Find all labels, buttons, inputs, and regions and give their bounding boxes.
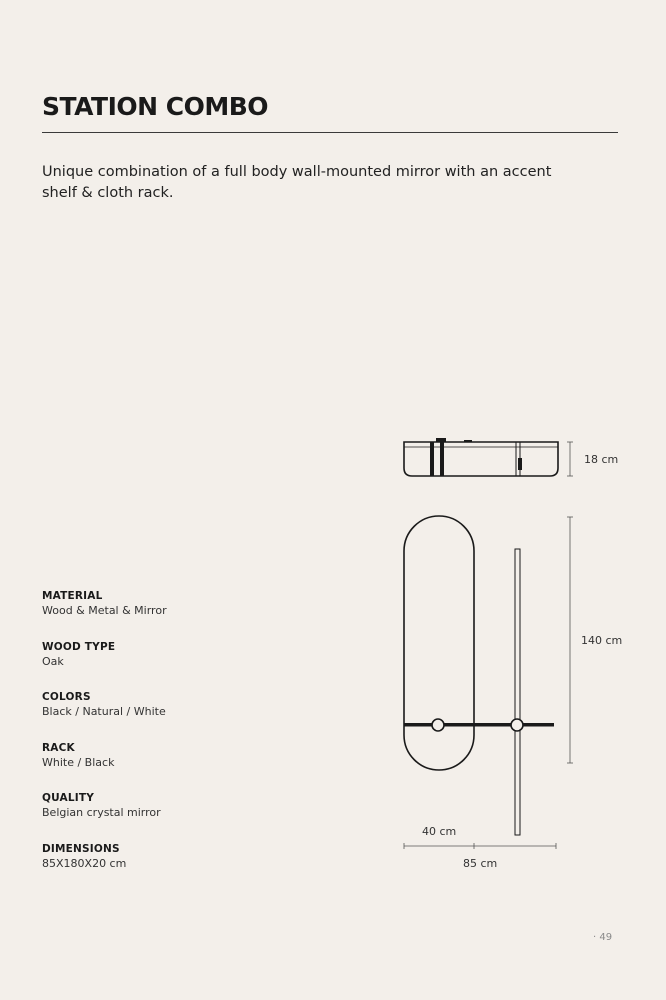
depth-dimension-line <box>567 442 573 476</box>
spec-value: Belgian crystal mirror <box>42 806 161 819</box>
depth-dimension-label: 18 cm <box>584 453 619 466</box>
spec-label: QUALITY <box>42 792 95 804</box>
width-dimension-line <box>404 843 556 849</box>
page-title: STATION COMBO <box>42 92 269 121</box>
spec-value: 85X180X20 cm <box>42 856 127 870</box>
spec-label: MATERIAL <box>42 590 103 602</box>
shelf-top-view <box>404 438 558 476</box>
spec-label: WOOD TYPE <box>42 640 116 653</box>
spec-value: Black / Natural / White <box>42 705 166 718</box>
total-width-label: 85 cm <box>463 857 498 870</box>
page-number: · 49 <box>593 932 613 943</box>
spec-label: RACK <box>42 741 75 754</box>
height-dimension-label: 140 cm <box>581 634 623 647</box>
mirror-width-label: 40 cm <box>422 825 457 838</box>
height-dimension-line <box>567 517 573 763</box>
spec-label: DIMENSIONS <box>42 842 120 855</box>
spec-label: COLORS <box>42 691 91 703</box>
spec-value: Oak <box>42 654 64 668</box>
product-description: Unique combination of a full body wall-mounted mirror with an accent shelf & cloth rack. <box>42 164 552 201</box>
spec-value: White / Black <box>42 755 115 769</box>
spec-value: Wood & Metal & Mirror <box>42 604 167 617</box>
mirror-front-view <box>404 516 474 770</box>
rack-front-view <box>404 549 554 835</box>
